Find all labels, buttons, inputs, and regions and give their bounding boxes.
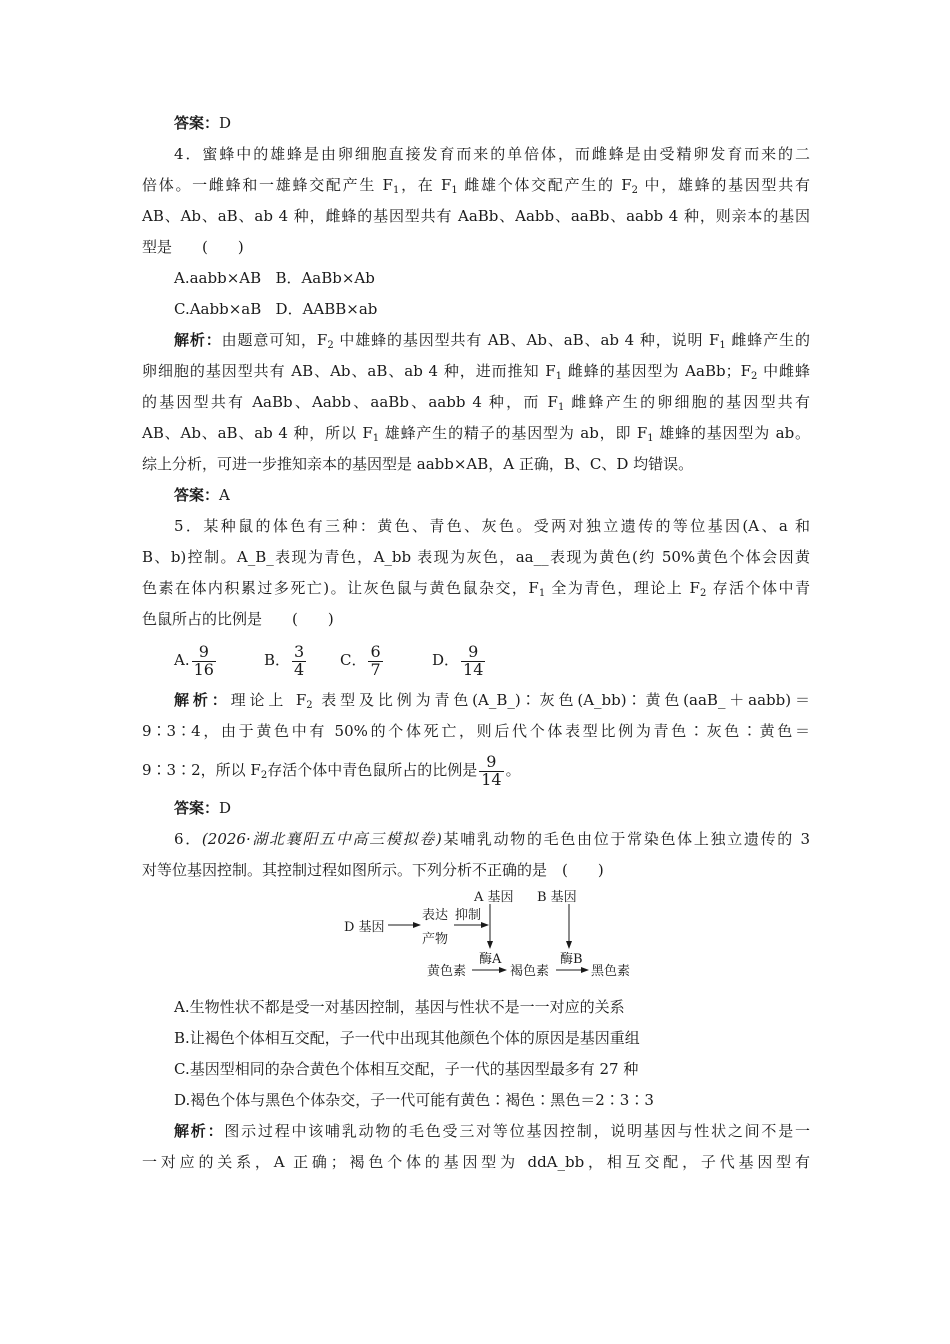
question-text: 蜜蜂中的雄蜂是由卵细胞直接发育而来的单倍体，而雌蜂是由受精卵发育而来的二 — [202, 145, 810, 163]
option-b — [264, 635, 340, 685]
explanation-4-line-3 — [142, 387, 810, 418]
question-5-line-2 — [142, 542, 810, 573]
fraction — [192, 641, 216, 679]
subscript: 1 — [557, 402, 565, 413]
question-number: 4． — [174, 145, 203, 163]
question-text: 某种鼠的体色有三种：黄色、青色、灰色。受两对独立遗传的等位基因(A、a 和 — [203, 517, 810, 535]
explanation-text: 由题意可知，F — [221, 331, 328, 349]
question-text: 全为青色，理论上 F — [545, 579, 700, 597]
document-page — [142, 108, 810, 1178]
question-5-options — [142, 635, 810, 685]
option-d: D.褐色个体与黑色个体杂交，子一代可能有黄色∶褐色∶黑色＝2∶3∶3 — [174, 1091, 654, 1109]
subscript: 1 — [555, 371, 563, 382]
explanation-5-line-3 — [142, 747, 810, 793]
option-d — [432, 635, 487, 685]
explanation-5-line-1 — [142, 685, 810, 716]
numerator: 9 — [192, 644, 216, 662]
option-a: A.生物性状不都是受一对基因控制，基因与性状不是一一对应的关系 — [174, 998, 625, 1016]
question-6-line-1 — [142, 824, 810, 855]
explanation-text: 图示过程中该哺乳动物的毛色受三对等位基因控制，说明基因与性状之间不是一 — [224, 1122, 810, 1140]
explanation-text: 的基因型共有 AaBb、Aabb、aaBb、aabb 4 种，而 F — [142, 393, 558, 411]
explanation-4-line-4 — [142, 418, 810, 449]
subscript: 2 — [699, 588, 707, 599]
a-gene-label: A 基因 — [474, 890, 514, 905]
option-c: C.Aabb×aB — [174, 300, 262, 318]
question-6-option-d — [142, 1085, 810, 1116]
enzyme-b-label: 酶B — [560, 952, 583, 967]
denominator: 7 — [370, 659, 381, 679]
explanation-text: 存活个体中青色鼠所占的比例是 — [267, 761, 478, 779]
question-text: 色鼠所占的比例是 ( ) — [142, 610, 334, 628]
answer-label: 答案： — [174, 799, 220, 817]
denominator: 14 — [463, 659, 484, 679]
question-text: 中，雄蜂的基因型共有 — [638, 176, 810, 194]
question-text: 色素在体内积累过多死亡)。让灰色鼠与黄色鼠杂交，F — [142, 579, 539, 597]
question-5-line-4 — [142, 604, 810, 635]
subscript: 1 — [647, 433, 654, 444]
answer-value: D — [219, 114, 232, 132]
expression-label: 表达 — [422, 908, 449, 923]
denominator: 4 — [294, 659, 305, 679]
answer-5 — [142, 793, 810, 824]
option-a: A.aabb×AB — [174, 269, 262, 287]
answer-label: 答案： — [174, 486, 220, 504]
question-text: 某哺乳动物的毛色由位于常染色体上独立遗传的 3 — [441, 830, 810, 848]
numerator: 9 — [461, 644, 485, 662]
question-6-option-a — [142, 992, 810, 1023]
pathway-diagram — [142, 888, 810, 988]
fraction — [461, 641, 485, 679]
explanation-text: 9∶3∶4，由于黄色中有 50%的个体死亡，则后代个体表型比例为青色∶灰色∶黄色＝ — [142, 722, 810, 740]
explanation-text: AB、Ab、aB、ab 4 种，所以 F — [142, 424, 373, 442]
question-4-line-2 — [142, 170, 810, 201]
inhibit-label: 抑制 — [455, 908, 482, 923]
option-label: A. — [174, 651, 190, 669]
question-source: (2026·湖北襄阳五中高三模拟卷) — [201, 830, 442, 848]
explanation-text: 雄蜂产生的精子的基因型为 ab，即 F — [379, 424, 648, 442]
black-pigment-label: 黑色素 — [591, 964, 631, 979]
question-4-line-1 — [142, 139, 810, 170]
explanation-5-line-2 — [142, 716, 810, 747]
question-number: 5． — [174, 517, 204, 535]
explanation-text: 理论上 F — [230, 691, 307, 709]
denominator: 14 — [481, 769, 502, 789]
explanation-text: 雌蜂产生的卵细胞的基因型共有 — [564, 393, 810, 411]
answer-3 — [142, 108, 810, 139]
explanation-text: 雄蜂的基因型为 ab。 — [653, 424, 811, 442]
fraction — [292, 641, 306, 679]
answer-value: D — [219, 799, 232, 817]
question-text: ，在 F — [399, 176, 452, 194]
explanation-text: 中雌蜂 — [757, 362, 810, 380]
question-text: 雌雄个体交配产生的 F — [457, 176, 632, 194]
question-text: B、b)控制。A_B_表现为青色，A_bb 表现为灰色，aa__表现为黄色(约 50%黄色个体会因黄 — [142, 548, 810, 566]
question-text: 存活个体中青 — [706, 579, 810, 597]
fraction — [368, 641, 382, 679]
question-4-line-4 — [142, 232, 810, 263]
numerator: 6 — [370, 641, 381, 661]
brown-pigment-label: 褐色素 — [510, 964, 550, 979]
option-label: C． — [340, 651, 367, 669]
option-c — [340, 635, 432, 685]
option-c: C.基因型相同的杂合黄色个体相互交配，子一代的基因型最多有 27 种 — [174, 1060, 639, 1078]
subscript: 2 — [631, 185, 639, 196]
explanation-6-line-2 — [142, 1147, 810, 1178]
question-4-options-row-1 — [142, 263, 810, 294]
numerator: 3 — [294, 641, 305, 661]
explanation-label: 解析： — [174, 331, 222, 349]
enzyme-a-label: 酶A — [479, 952, 502, 967]
subscript: 2 — [260, 770, 268, 781]
explanation-6-line-1 — [142, 1116, 810, 1147]
subscript: 1 — [372, 433, 380, 444]
fraction — [479, 751, 503, 789]
explanation-label: 解析： — [174, 1122, 225, 1140]
explanation-text: 综上分析，可进一步推知亲本的基因型是 aabb×AB，A 正确，B、C、D 均错误。 — [142, 455, 694, 473]
option-label: B． — [264, 651, 291, 669]
option-b: B.让褐色个体相互交配，子一代中出现其他颜色个体的原因是基因重组 — [174, 1029, 640, 1047]
question-text: 型是 ( ) — [142, 238, 244, 256]
explanation-text: 一对应的关系，A 正确；褐色个体的基因型为 ddA_bb，相互交配，子代基因型有 — [142, 1153, 810, 1171]
subscript: 1 — [719, 340, 726, 351]
numerator: 9 — [479, 754, 503, 772]
question-5-line-1 — [142, 511, 810, 542]
subscript: 2 — [327, 340, 334, 351]
answer-label: 答案： — [174, 114, 220, 132]
explanation-text: 雌蜂的基因型为 AaBb；F — [562, 362, 751, 380]
answer-4 — [142, 480, 810, 511]
explanation-text: 表型及比例为青色(A_B_)∶灰色(A_bb)∶黄色(aaB_＋aabb)＝ — [312, 691, 810, 709]
subscript: 1 — [451, 185, 458, 196]
explanation-text: 。 — [505, 761, 521, 779]
b-gene-label: B 基因 — [537, 890, 577, 905]
question-text: 倍体。一雌蜂和一雄蜂交配产生 F — [142, 176, 393, 194]
denominator: 16 — [193, 659, 214, 679]
question-6-option-b — [142, 1023, 810, 1054]
explanation-text: 中雄蜂的基因型共有 AB、Ab、aB、ab 4 种，说明 F — [333, 331, 720, 349]
question-number: 6． — [174, 830, 202, 848]
explanation-text: 卵细胞的基因型共有 AB、Ab、aB、ab 4 种，进而推知 F — [142, 362, 556, 380]
explanation-4-line-5 — [142, 449, 810, 480]
explanation-text: 9∶3∶2，所以 F — [142, 761, 261, 779]
yellow-pigment-label: 黄色素 — [427, 964, 467, 979]
question-4-line-3 — [142, 201, 810, 232]
question-6-option-c — [142, 1054, 810, 1085]
product-label: 产物 — [422, 932, 449, 947]
explanation-4-line-1 — [142, 325, 810, 356]
question-text: AB、Ab、aB、ab 4 种，雌蜂的基因型共有 AaBb、Aabb、aaBb、aabb 4 种，则亲本的基因 — [142, 207, 810, 225]
explanation-label: 解析： — [174, 691, 231, 709]
option-d: D．AABB×ab — [275, 300, 378, 318]
option-label: D． — [432, 651, 460, 669]
explanation-text: 雌蜂产生的 — [725, 331, 810, 349]
subscript: 2 — [750, 371, 758, 382]
subscript: 1 — [392, 185, 400, 196]
question-6-line-2 — [142, 855, 810, 886]
question-5-line-3 — [142, 573, 810, 604]
d-gene-label: D 基因 — [344, 920, 385, 935]
option-b: B．AaBb×Ab — [275, 269, 375, 287]
question-text: 对等位基因控制。其控制过程如图所示。下列分析不正确的是 ( ) — [142, 861, 604, 879]
subscript: 2 — [306, 700, 313, 711]
option-a — [174, 635, 264, 685]
explanation-4-line-2 — [142, 356, 810, 387]
answer-value: A — [219, 486, 230, 504]
subscript: 1 — [538, 588, 546, 599]
question-4-options-row-2 — [142, 294, 810, 325]
